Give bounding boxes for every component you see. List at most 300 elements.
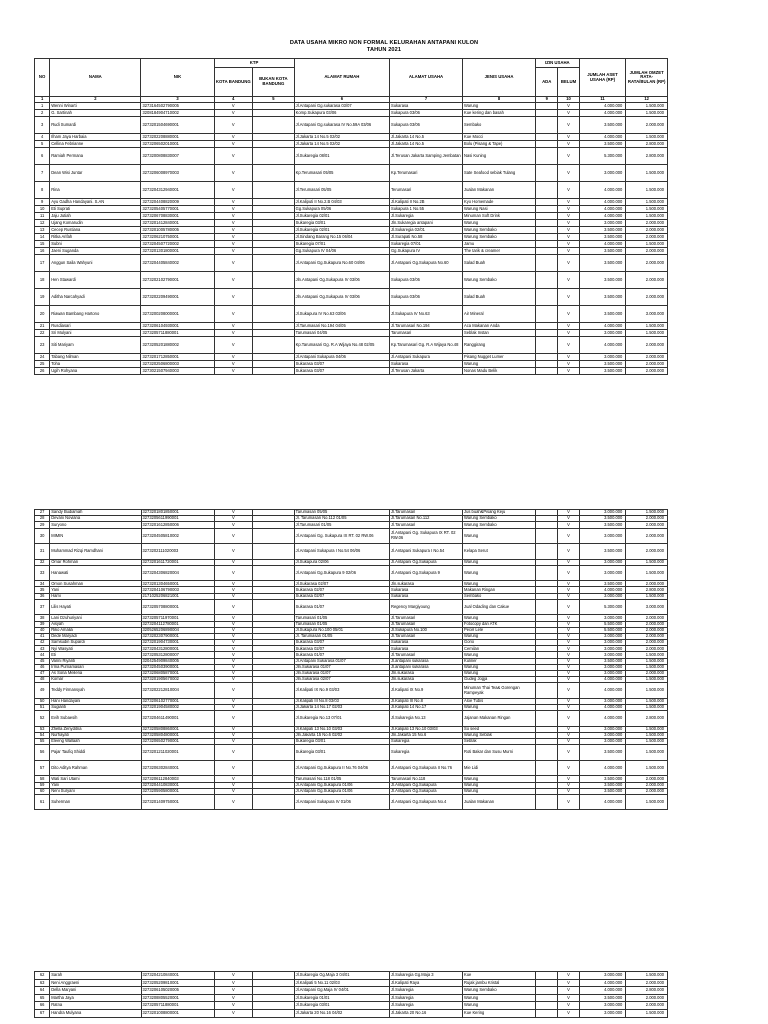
row-omzet: 1.500.000 [626, 652, 668, 658]
row-izin-belum: V [558, 544, 579, 560]
row-number: 30 [35, 528, 50, 544]
row-alamat-usaha: Sukapura 03/06 [390, 117, 463, 134]
row-alamat-rumah: Sukaregia 03/01 [294, 220, 389, 227]
row-nik: 3273202209490001 [141, 289, 214, 306]
row-kota-bandung: V [214, 987, 253, 995]
row-nik: 3273202307900001 [141, 633, 214, 639]
row-aset: 3.500.000 [579, 248, 626, 255]
row-alamat-usaha: Sukarasa [390, 593, 463, 599]
row-aset: 3.500.000 [579, 227, 626, 234]
row-izin-ada [536, 255, 558, 272]
row-number: 43 [35, 646, 50, 652]
table-row [35, 565, 668, 581]
row-bukan-kota-bandung [253, 165, 295, 182]
row-aset: 3.000.000 [579, 640, 626, 646]
row-omzet: 2.800.000 [626, 587, 668, 593]
row-nik: 3273205201880002 [141, 337, 214, 354]
row-alamat-rumah: Jln.Antapani Gg.Sukapura IV 03/06 [294, 289, 389, 306]
row-number: 39 [35, 621, 50, 627]
row-bukan-kota-bandung [253, 528, 295, 544]
row-alamat-usaha: Jl.Sukaregia 02/01 [390, 227, 463, 234]
table-row [35, 148, 668, 165]
row-bukan-kota-bandung [253, 544, 295, 560]
row-izin-ada [536, 528, 558, 544]
row-omzet: 1.500.000 [626, 698, 668, 704]
row-alamat-usaha: Jl.Kalipati II No.2B [390, 199, 463, 206]
row-nik: 3273201612850006 [141, 522, 214, 528]
row-aset: 3.500.000 [579, 658, 626, 664]
row-nik: 3273206104930001 [141, 323, 214, 330]
row-izin-belum: V [558, 726, 579, 732]
header-ktp: KTP [214, 59, 294, 68]
row-bukan-kota-bandung [253, 248, 295, 255]
row-alamat-usaha: Sukarasa [390, 587, 463, 593]
row-omzet: 2.000.000 [626, 640, 668, 646]
row-nama: Hen Stawardi [50, 272, 141, 289]
row-omzet: 2.800.000 [626, 141, 668, 148]
row-omzet: 1.500.000 [626, 726, 668, 732]
row-number: 61 [35, 794, 50, 810]
row-alamat-rumah: Jl.Sukarasa 02/07 [294, 581, 389, 587]
row-number: 24 [35, 354, 50, 361]
row-kota-bandung: V [214, 782, 253, 788]
row-izin-belum: V [558, 199, 579, 206]
row-number: 36 [35, 593, 50, 599]
row-nik: 3273202208880001 [141, 134, 214, 141]
row-number: 59 [35, 782, 50, 788]
table-row [35, 987, 668, 995]
row-alamat-usaha: Tarumasari [390, 330, 463, 337]
row-nik: 3273201712850001 [141, 354, 214, 361]
row-alamat-usaha: Jl.Antapani Gg. Sukapura IX RT. 02 RW.06 [390, 528, 463, 544]
row-nama: Ujang Komarudin [50, 220, 141, 227]
row-alamat-usaha: Jl.Sukaregia [390, 213, 463, 220]
row-kota-bandung: V [214, 306, 253, 323]
row-izin-ada [536, 220, 558, 227]
row-number: 22 [35, 330, 50, 337]
row-aset: 3.500.000 [579, 272, 626, 289]
row-alamat-rumah: Kp.Terumasari 05/05 [294, 165, 389, 182]
row-izin-belum: V [558, 510, 579, 516]
row-nama: Aditha Narcahyadi [50, 289, 141, 306]
row-alamat-usaha: Jl.Antapani Gg.Sukapura No.60 [390, 255, 463, 272]
row-izin-ada [536, 565, 558, 581]
row-nik: 2171025206821001 [141, 593, 214, 599]
row-kota-bandung: V [214, 272, 253, 289]
row-number: 42 [35, 640, 50, 646]
row-kota-bandung: V [214, 354, 253, 361]
row-aset: 3.000.000 [579, 615, 626, 621]
row-nik: 3273205905800001 [141, 788, 214, 794]
row-omzet: 2.000.000 [626, 234, 668, 241]
row-number: 41 [35, 633, 50, 639]
row-bukan-kota-bandung [253, 227, 295, 234]
row-alamat-rumah: Jl.Jakarta 14 No.5 02/02 [294, 134, 389, 141]
row-jenis-usaha: Makanan Ringan [463, 587, 536, 593]
row-omzet: 2.000.000 [626, 646, 668, 652]
row-jenis-usaha: Warung Sembako [463, 516, 536, 522]
row-nik: 3273205711970001 [141, 615, 214, 621]
row-izin-ada [536, 234, 558, 241]
row-nama: Nyi Wasyati [50, 646, 141, 652]
row-kota-bandung: V [214, 705, 253, 711]
row-kota-bandung: V [214, 587, 253, 593]
row-aset: 4.000.000 [579, 677, 626, 683]
row-jenis-usaha: Warung [463, 671, 536, 677]
row-alamat-rumah: Gg.Sukapura 05/06 [294, 206, 389, 213]
row-alamat-usaha: Jl.Kalipati III No.8 [390, 698, 463, 704]
row-omzet: 2.000.000 [626, 776, 668, 782]
row-izin-belum: V [558, 182, 579, 199]
row-izin-ada [536, 148, 558, 165]
row-alamat-usaha: Jl.antapani sukarasa [390, 658, 463, 664]
row-nama: Ilham Jaya Harbaia [50, 134, 141, 141]
row-kota-bandung: V [214, 289, 253, 306]
column-number: 11 [579, 97, 626, 103]
row-nama: Dean Wisi Juntar [50, 165, 141, 182]
row-alamat-rumah: Jl.Antapani Gg. Sukapura IX RT. 02 RW.06 [294, 528, 389, 544]
row-izin-belum: V [558, 776, 579, 782]
row-alamat-rumah: Sukarasa 01/07 [294, 599, 389, 615]
row-aset: 3.500.000 [579, 117, 626, 134]
row-alamat-usaha: Sukarasa [390, 103, 463, 110]
row-alamat-rumah: Jl.Sukaregia 01/01 [294, 994, 389, 1002]
row-omzet: 2.800.000 [626, 711, 668, 727]
table-row [35, 117, 668, 134]
row-number: 10 [35, 206, 50, 213]
row-nik: 3273204106790003 [141, 587, 214, 593]
row-izin-belum: V [558, 794, 579, 810]
row-nik: 3273204611490001 [141, 711, 214, 727]
row-izin-belum: V [558, 241, 579, 248]
row-alamat-rumah: Sukarasa 02/07 [294, 646, 389, 652]
row-izin-belum: V [558, 337, 579, 354]
row-izin-belum: V [558, 148, 579, 165]
row-nama: Samsudin Supardi [50, 640, 141, 646]
row-nama: Devani Noviana [50, 516, 141, 522]
table-row [35, 134, 668, 141]
row-aset: 3.000.000 [579, 165, 626, 182]
row-alamat-rumah: Jl.Sukaregia 03/01 [294, 1002, 389, 1010]
row-aset: 4.000.000 [579, 241, 626, 248]
row-izin-ada [536, 979, 558, 987]
row-nik: 3273201801850001 [141, 510, 214, 516]
row-nik: 3273206502010001 [141, 141, 214, 148]
row-alamat-usaha: Jl.Jakarta 14 No.5 [390, 134, 463, 141]
row-aset: 3.000.000 [579, 593, 626, 599]
row-number: 45 [35, 658, 50, 664]
row-aset: 3.500.000 [579, 581, 626, 587]
row-nama: Cellina Febrianne [50, 141, 141, 148]
row-number: 9 [35, 199, 50, 206]
row-jenis-usaha: Rujak jambu Kristal [463, 979, 536, 987]
row-nama: Rusdiasari [50, 323, 141, 330]
row-kota-bandung: V [214, 599, 253, 615]
row-kota-bandung: V [214, 337, 253, 354]
row-number: 66 [35, 1002, 50, 1010]
row-alamat-usaha: Kp.Tarumasari Gg. R.A Wijaya No.48 [390, 337, 463, 354]
table-row [35, 368, 668, 375]
table-row [35, 979, 668, 987]
row-alamat-usaha: Jl.Sukaregia [390, 1002, 463, 1010]
row-kota-bandung: V [214, 776, 253, 782]
row-number: 57 [35, 760, 50, 776]
row-jenis-usaha: Warung Sembako [463, 272, 536, 289]
header-kota-bandung: KOTA BANDUNG [214, 68, 253, 97]
row-bukan-kota-bandung [253, 683, 295, 699]
row-bukan-kota-bandung [253, 711, 295, 727]
row-aset: 3.000.000 [579, 739, 626, 745]
row-izin-ada [536, 110, 558, 117]
row-kota-bandung: V [214, 182, 253, 199]
row-nik: 3273205405770001 [141, 206, 214, 213]
row-jenis-usaha: Warung [463, 220, 536, 227]
table-row [35, 1009, 668, 1017]
row-nama: Eti [50, 652, 141, 658]
row-alamat-rumah: Sukaregia 03/01 [294, 739, 389, 745]
row-jenis-usaha: Aca Makanan Anda [463, 323, 536, 330]
document-page-1 [0, 0, 768, 424]
row-nama: Evih Subaesih [50, 711, 141, 727]
row-nik: 3273205209810001 [141, 979, 214, 987]
row-nama: Yani [50, 587, 141, 593]
row-izin-ada [536, 199, 558, 206]
row-izin-belum: V [558, 368, 579, 375]
row-aset: 4.000.000 [579, 323, 626, 330]
row-aset: 4.000.000 [579, 213, 626, 220]
table-row [35, 544, 668, 560]
row-izin-ada [536, 330, 558, 337]
row-jenis-usaha: Pisang Nugget Lumer [463, 354, 536, 361]
row-kota-bandung: V [214, 103, 253, 110]
row-nama: G. Sartinah [50, 110, 141, 117]
row-number: 48 [35, 677, 50, 683]
row-alamat-usaha: Jl.Sukapura IV No.63 [390, 306, 463, 323]
table-row [35, 182, 668, 199]
row-nik: 3273204306820004 [141, 565, 214, 581]
row-number: 44 [35, 652, 50, 658]
document-page-2 [0, 503, 768, 879]
table-row [35, 141, 668, 148]
row-number: 21 [35, 323, 50, 330]
row-number: 25 [35, 361, 50, 368]
row-aset: 3.000.000 [579, 1002, 626, 1010]
row-izin-ada [536, 368, 558, 375]
column-number: 12 [626, 97, 668, 103]
row-nama: Suryono [50, 522, 141, 528]
row-izin-belum: V [558, 255, 579, 272]
row-izin-belum: V [558, 664, 579, 670]
row-nama: Komar [50, 677, 141, 683]
row-kota-bandung: V [214, 788, 253, 794]
row-bukan-kota-bandung [253, 565, 295, 581]
row-omzet: 2.000.000 [626, 272, 668, 289]
row-number: 32 [35, 559, 50, 565]
row-alamat-rumah: Jl.Jakarta 14 No.5 02/02 [294, 141, 389, 148]
row-nik: 3273205312800007 [141, 652, 214, 658]
row-alamat-usaha: Jl.Tarumasari [390, 510, 463, 516]
row-kota-bandung: V [214, 255, 253, 272]
row-nik: 3273201904580002 [141, 705, 214, 711]
row-nik: 3273206102770001 [141, 698, 214, 704]
table-row [35, 227, 668, 234]
table-row [35, 110, 668, 117]
row-bukan-kota-bandung [253, 206, 295, 213]
row-nik: 3273206105020005 [141, 987, 214, 995]
row-jenis-usaha: Jual Odading dan Cakue [463, 599, 536, 615]
row-alamat-usaha: Kp.Terumasari [390, 165, 463, 182]
row-nik: 3273205708800001 [141, 599, 214, 615]
row-kota-bandung: V [214, 241, 253, 248]
row-jenis-usaha: Pecel Lele [463, 627, 536, 633]
row-bukan-kota-bandung [253, 599, 295, 615]
row-kota-bandung: V [214, 110, 253, 117]
row-izin-belum: V [558, 621, 579, 627]
row-nama: Rina [50, 182, 141, 199]
table-row [35, 1002, 668, 1010]
row-nama: Subni [50, 241, 141, 248]
row-alamat-rumah: Jl.Sindang Barang No.15 06/04 [294, 234, 389, 241]
row-kota-bandung: V [214, 581, 253, 587]
row-izin-belum: V [558, 1002, 579, 1010]
row-alamat-rumah: Jl.Antapani Gg.Sukapura 01/06 [294, 788, 389, 794]
row-alamat-usaha: Jl.Kalipati 13 No.10 03/03 [390, 726, 463, 732]
row-nama: Sandy Budiamah [50, 510, 141, 516]
row-aset: 4.000.000 [579, 705, 626, 711]
row-number: 14 [35, 234, 50, 241]
row-izin-belum: V [558, 987, 579, 995]
row-alamat-usaha: Sukaregia 07/01 [390, 241, 463, 248]
row-nama: Wenni Winarti [50, 103, 141, 110]
header-alamat-usaha: ALAMAT USAHA [390, 59, 463, 97]
row-number: 16 [35, 248, 50, 255]
row-izin-belum: V [558, 788, 579, 794]
row-number: 62 [35, 972, 50, 980]
row-jenis-usaha: Warung [463, 565, 536, 581]
row-izin-ada [536, 248, 558, 255]
row-alamat-rumah: Jl.Antapani Sukapura 04/06 [294, 354, 389, 361]
row-nik: 3273200808830007 [141, 148, 214, 165]
row-alamat-rumah: Jl.Sukapura 02/06 [294, 559, 389, 565]
table-row [35, 248, 668, 255]
row-kota-bandung: V [214, 664, 253, 670]
table-body-page-2 [35, 510, 668, 810]
row-alamat-usaha: Sukapura 03/06 [390, 110, 463, 117]
row-alamat-usaha: Jln.sukarasa [390, 671, 463, 677]
header-belum: BELUM [558, 68, 579, 97]
row-alamat-rumah: Jl.Antapani Sukarasa 01/07 [294, 658, 389, 664]
row-jenis-usaha: Warung Sembako [463, 522, 536, 528]
row-izin-belum: V [558, 165, 579, 182]
row-izin-ada [536, 134, 558, 141]
row-alamat-usaha: Sukaregia [390, 745, 463, 761]
row-kota-bandung: V [214, 979, 253, 987]
table-row [35, 361, 668, 368]
row-jenis-usaha: Warung [463, 994, 536, 1002]
row-nik: 3273201005780005 [141, 227, 214, 234]
row-alamat-usaha: Jln.sukarasa [390, 581, 463, 587]
row-omzet: 1.500.000 [626, 182, 668, 199]
row-alamat-usaha: Jl.Jakarta 20 No.16 [390, 1009, 463, 1017]
row-omzet: 1.500.000 [626, 110, 668, 117]
row-jenis-usaha: Sate Seafood sebiak Tulang [463, 165, 536, 182]
row-alamat-rumah: Jl.Antapani Gg.Maja IV 04/01 [294, 987, 389, 995]
row-omzet: 1.500.000 [626, 199, 668, 206]
row-kota-bandung: V [214, 248, 253, 255]
row-alamat-usaha: Sukarasa [390, 640, 463, 646]
row-kota-bandung: V [214, 627, 253, 633]
table-row [35, 234, 668, 241]
row-kota-bandung: V [214, 361, 253, 368]
row-number: 20 [35, 306, 50, 323]
row-bukan-kota-bandung [253, 306, 295, 323]
row-aset: 3.000.000 [579, 671, 626, 677]
row-number: 33 [35, 565, 50, 581]
row-nama: Omon Susahman [50, 581, 141, 587]
row-number: 1 [35, 103, 50, 110]
row-jenis-usaha: Minuman Soft Drink [463, 213, 536, 220]
row-alamat-usaha: Jl.Tarumasari [390, 522, 463, 528]
row-jenis-usaha: Warung [463, 1002, 536, 1010]
row-number: 38 [35, 615, 50, 621]
row-omzet: 2.000.000 [626, 117, 668, 134]
row-omzet: 1.500.000 [626, 794, 668, 810]
row-bukan-kota-bandung [253, 134, 295, 141]
row-omzet: 2.000.000 [626, 289, 668, 306]
row-bukan-kota-bandung [253, 1002, 295, 1010]
row-kota-bandung: V [214, 994, 253, 1002]
row-alamat-usaha: Jl.Jakarta 14 No.5 [390, 141, 463, 148]
column-number: 9 [536, 97, 558, 103]
row-omzet: 1.500.000 [626, 213, 668, 220]
row-izin-belum: V [558, 633, 579, 639]
row-kota-bandung: V [214, 134, 253, 141]
row-aset: 4.000.000 [579, 337, 626, 354]
row-nik: 3204254909840005 [141, 658, 214, 664]
row-bukan-kota-bandung [253, 141, 295, 148]
row-number: 65 [35, 994, 50, 1002]
row-nama: Lilis Hayati [50, 599, 141, 615]
row-omzet: 2.000.000 [626, 220, 668, 227]
row-alamat-usaha: Jl.Tarumasari [390, 621, 463, 627]
row-jenis-usaha: Kuliner [463, 658, 536, 664]
row-nik: 3273201304650001 [141, 581, 214, 587]
row-omzet: 1.500.000 [626, 760, 668, 776]
row-alamat-rumah: Jl.Antapani Gg.sukarasa IV No.59A 03/06 [294, 117, 389, 134]
row-number: 3 [35, 117, 50, 134]
row-kota-bandung: V [214, 206, 253, 213]
row-kota-bandung: V [214, 565, 253, 581]
row-alamat-usaha: Jl.antapani sukarasa [390, 664, 463, 670]
row-nama: Pajar Taufiq Shiddi [50, 745, 141, 761]
row-izin-ada [536, 711, 558, 727]
row-alamat-rumah: Jl.Jakarta 14 No.17 02/03 [294, 705, 389, 711]
row-nama: Dito Aditya Rahman [50, 760, 141, 776]
row-kota-bandung: V [214, 646, 253, 652]
row-alamat-usaha: Jl.Tarumasari [390, 633, 463, 639]
row-bukan-kota-bandung [253, 330, 295, 337]
table-row [35, 711, 668, 727]
row-nama: Martha Jaya [50, 994, 141, 1002]
row-alamat-rumah: Jln.Sukarasa 01/07 [294, 671, 389, 677]
row-alamat-rumah: Tarumasari 01/05 [294, 615, 389, 621]
row-izin-belum: V [558, 705, 579, 711]
row-number: 49 [35, 683, 50, 699]
row-number: 4 [35, 134, 50, 141]
row-omzet: 1.500.000 [626, 1009, 668, 1017]
umkm-table-page-1 [34, 58, 668, 375]
row-izin-belum: V [558, 323, 579, 330]
